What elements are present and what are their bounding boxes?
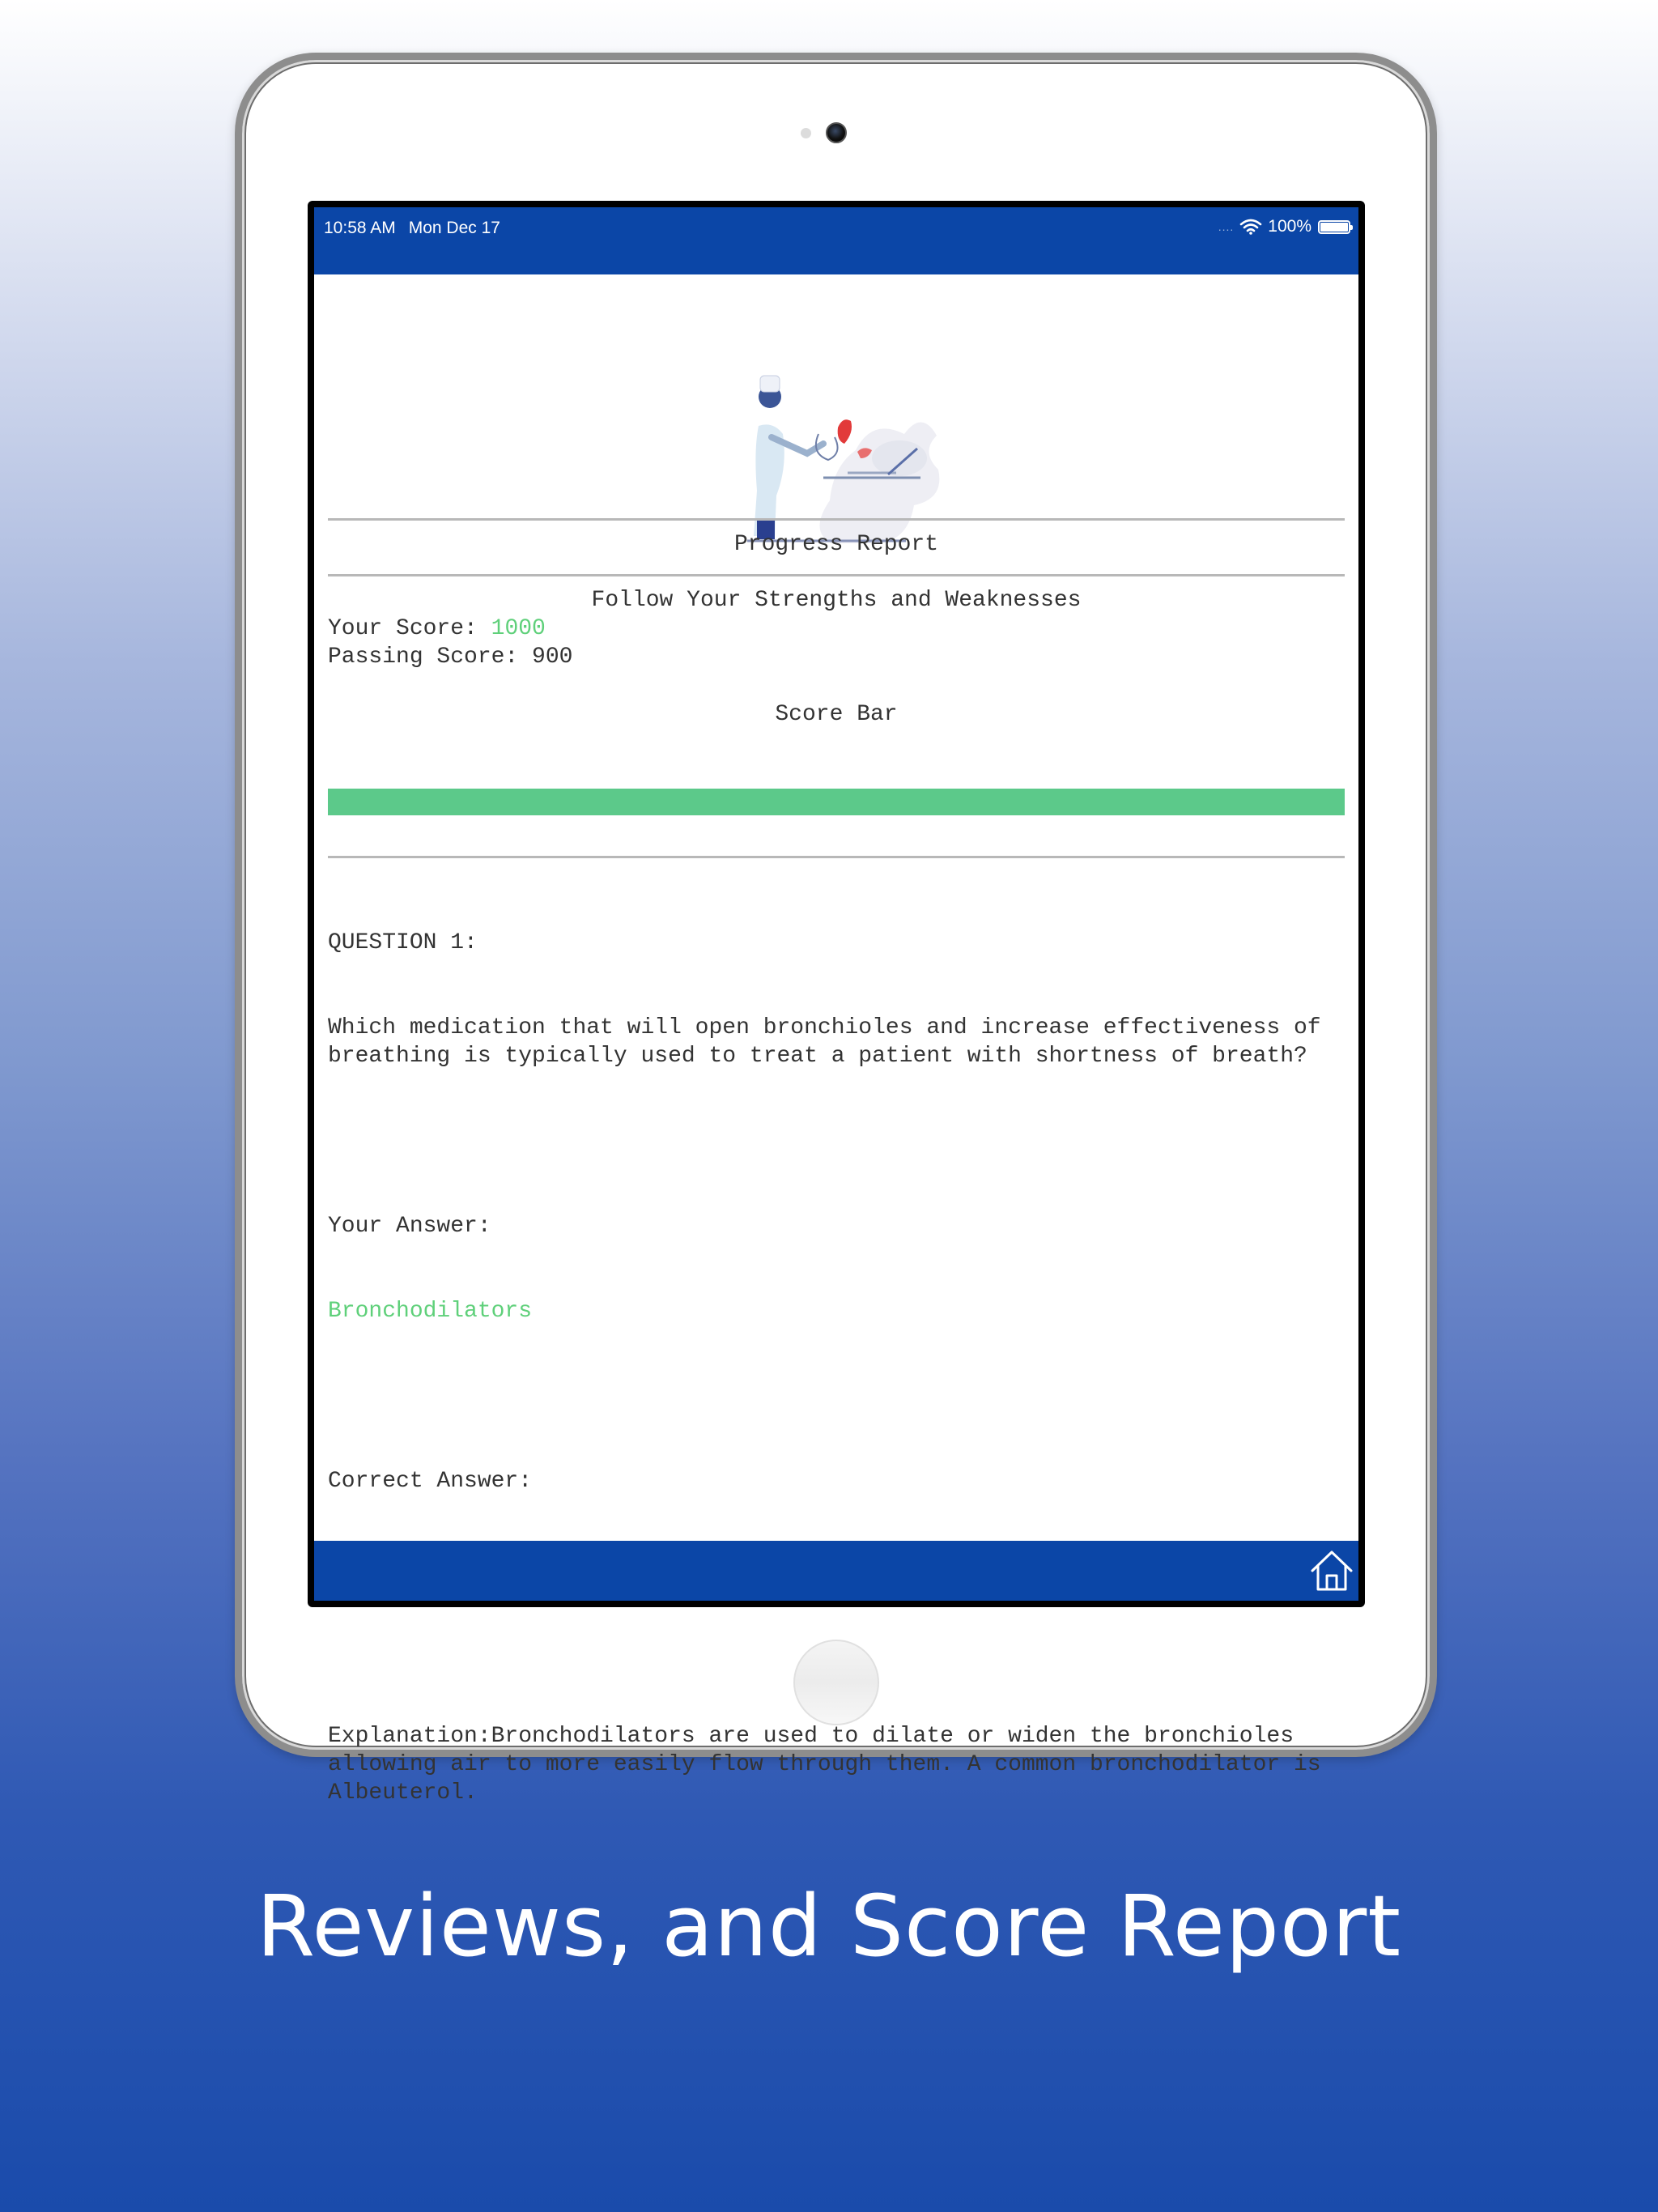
passing-score: Passing Score: 900 [328, 644, 573, 670]
signal-icon: .... [1218, 220, 1235, 233]
divider [328, 856, 1345, 858]
explanation: Explanation:Bronchodilators are used to dilate or widen the bronchioles allowing air to more easily flow through them. A common bronchodilator is Albeuterol. [328, 1724, 1335, 1806]
bottom-toolbar [314, 1541, 1358, 1601]
status-indicators [1218, 217, 1350, 236]
battery-level [1320, 223, 1348, 232]
report-subtitle: Follow Your Strengths and Weaknesses [591, 588, 1082, 613]
marketing-caption: Reviews, and Score Report [256, 1877, 1402, 1976]
question-text: Which medication that will open bronchioles and increase effectiveness of breathing is typically used to treat a patient with shortness of breath? [328, 1015, 1335, 1069]
battery-icon [1318, 220, 1350, 234]
doctor-heart-illustration [734, 369, 945, 543]
your-score [328, 615, 546, 643]
correct-answer-label: Correct Answer: [328, 1469, 533, 1494]
wifi-icon [1240, 219, 1261, 235]
home-icon[interactable] [1308, 1547, 1355, 1594]
score-bar [328, 789, 1345, 815]
your-answer: Bronchodilators [328, 1299, 533, 1324]
divider [328, 518, 1345, 521]
status-bar [314, 207, 1358, 274]
status-date: Mon Dec 17 [408, 219, 500, 237]
question-heading: QUESTION 1: [328, 930, 478, 955]
score-bar-fill [328, 789, 1345, 815]
status-time-date [324, 219, 513, 238]
battery-percent: 100% [1268, 217, 1312, 236]
your-answer-label: Your Answer: [328, 1214, 491, 1239]
divider [328, 574, 1345, 576]
score-bar-label: Score Bar [775, 702, 898, 727]
your-score-value: 1000 [491, 616, 546, 641]
front-sensor [801, 128, 811, 138]
status-time: 10:58 AM [324, 219, 396, 237]
front-camera [826, 122, 847, 143]
ipad-screen [308, 201, 1365, 1806]
app-view [314, 207, 1358, 1806]
report-title: Progress Report [733, 532, 939, 557]
your-score-label: Your Score: [328, 616, 491, 641]
question-review [328, 872, 1345, 1864]
